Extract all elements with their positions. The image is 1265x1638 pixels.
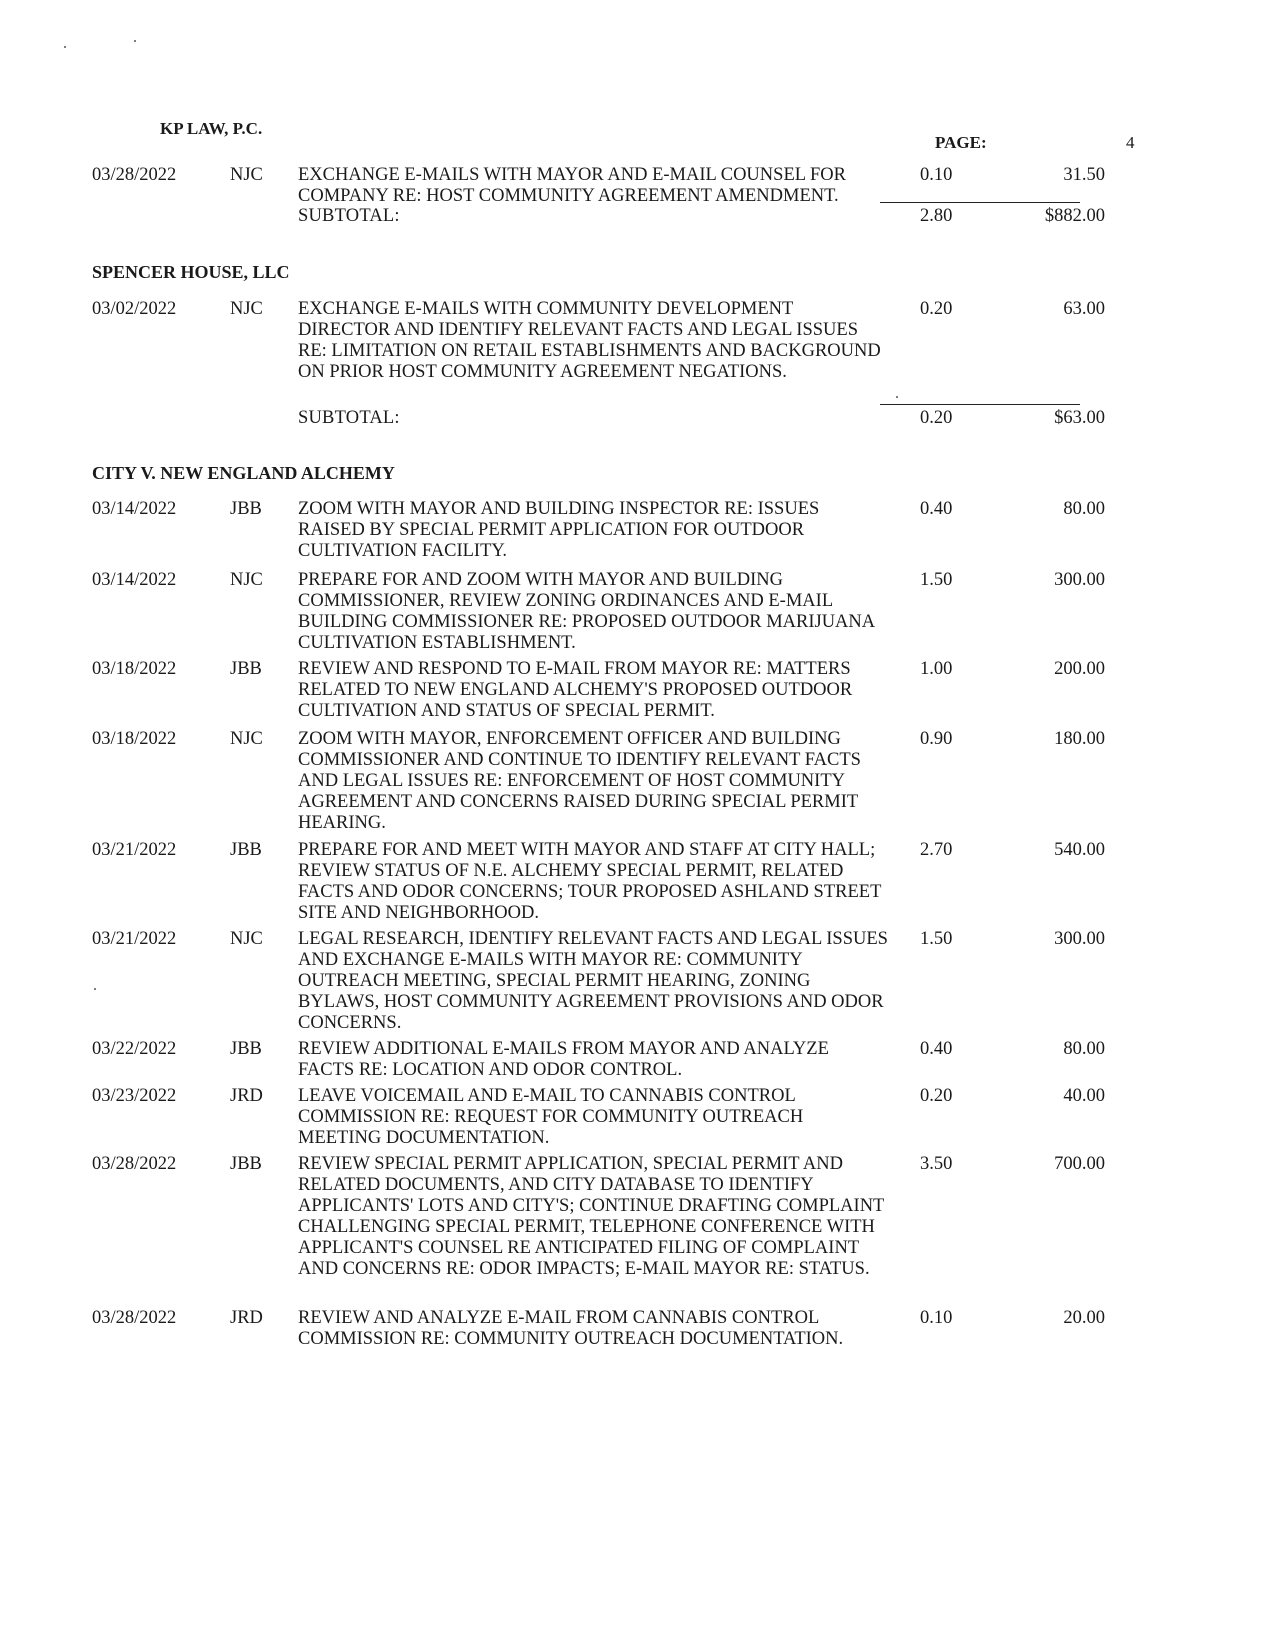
entry-date: 03/14/2022 [92,499,177,519]
entry-description: REVIEW ADDITIONAL E-MAILS FROM MAYOR AND ANALYZE FACTS RE: LOCATION AND ODOR CONTROL. [298,1039,829,1080]
entry-amount: 300.00 [1054,929,1105,949]
scan-speck [896,396,898,398]
entry-attorney: NJC [230,729,263,749]
entry-date: 03/23/2022 [92,1086,177,1106]
subtotal-rule [880,404,1080,405]
entry-date: 03/02/2022 [92,299,177,319]
entry-amount: 31.50 [1063,165,1105,185]
subtotal-hours: 0.20 [920,408,953,428]
entry-description: REVIEW AND ANALYZE E-MAIL FROM CANNABIS CONTROL COMMISSION RE: COMMUNITY OUTREACH DOCUMENTATION. [298,1308,844,1349]
entry-date: 03/14/2022 [92,570,177,590]
entry-date: 03/18/2022 [92,659,177,679]
entry-hours: 3.50 [920,1154,953,1174]
section-title: SPENCER HOUSE, LLC [92,262,290,282]
entry-description: ZOOM WITH MAYOR AND BUILDING INSPECTOR RE: ISSUES RAISED BY SPECIAL PERMIT APPLICATION FOR OUTDOOR CULTIVATION FACILITY. [298,499,820,561]
entry-hours: 1.00 [920,659,953,679]
entry-hours: 1.50 [920,929,953,949]
entry-amount: 80.00 [1063,1039,1105,1059]
entry-amount: 63.00 [1063,299,1105,319]
entry-attorney: JBB [230,1154,262,1174]
entry-hours: 0.20 [920,299,953,319]
scan-speck [134,40,136,42]
subtotal-amount: $882.00 [1044,206,1105,226]
entry-description: PREPARE FOR AND MEET WITH MAYOR AND STAFF AT CITY HALL; REVIEW STATUS OF N.E. ALCHEMY SPECIAL PERMIT, RELATED FACTS AND ODOR CONCERNS; TOUR PROPOSED ASHLAND STREET SITE AND NEIGHBORHOOD. [298,840,882,923]
subtotal-label: SUBTOTAL: [298,206,400,226]
entry-description: EXCHANGE E-MAILS WITH MAYOR AND E-MAIL COUNSEL FOR COMPANY RE: HOST COMMUNITY AGREEMENT AMENDMENT. [298,165,846,206]
firm-name: KP LAW, P.C. [160,119,263,138]
entry-hours: 0.40 [920,499,953,519]
entry-attorney: JBB [230,499,262,519]
entry-description: ZOOM WITH MAYOR, ENFORCEMENT OFFICER AND BUILDING COMMISSIONER AND CONTINUE TO IDENTIFY RELEVANT FACTS AND LEGAL ISSUES RE: ENFORCEMENT OF HOST COMMUNITY AGREEMENT AND CONCERNS RAISED DURING SPECIAL PERMIT HEARING. [298,729,861,833]
entry-date: 03/21/2022 [92,929,177,949]
scan-speck [94,988,96,990]
entry-amount: 540.00 [1054,840,1105,860]
entry-hours: 1.50 [920,570,953,590]
entry-description: LEGAL RESEARCH, IDENTIFY RELEVANT FACTS AND LEGAL ISSUES AND EXCHANGE E-MAILS WITH MAYOR RE: COMMUNITY OUTREACH MEETING, SPECIAL PERMIT HEARING, ZONING BYLAWS, HOST COMMUNITY AGREEMENT PROVISIONS AND ODOR CONCERNS. [298,929,888,1033]
entry-date: 03/28/2022 [92,1308,177,1328]
entry-description: REVIEW AND RESPOND TO E-MAIL FROM MAYOR RE: MATTERS RELATED TO NEW ENGLAND ALCHEMY'S PROPOSED OUTDOOR CULTIVATION AND STATUS OF SPECIAL PERMIT. [298,659,853,721]
entry-attorney: NJC [230,570,263,590]
entry-date: 03/18/2022 [92,729,177,749]
entry-attorney: JRD [230,1308,263,1328]
entry-amount: 80.00 [1063,499,1105,519]
entry-description: REVIEW SPECIAL PERMIT APPLICATION, SPECIAL PERMIT AND RELATED DOCUMENTS, AND CITY DATABASE TO IDENTIFY APPLICANTS' LOTS AND CITY'S; CONTINUE DRAFTING COMPLAINT CHALLENGING SPECIAL PERMIT, TELEPHONE CONFERENCE WITH APPLICANT'S COUNSEL RE ANTICIPATED FILING OF COMPLAINT AND CONCERNS RE: ODOR IMPACTS; E-MAIL MAYOR RE: STATUS. [298,1154,885,1279]
entry-attorney: JBB [230,840,262,860]
entry-amount: 40.00 [1063,1086,1105,1106]
entry-date: 03/22/2022 [92,1039,177,1059]
entry-attorney: JBB [230,659,262,679]
entry-amount: 200.00 [1054,659,1105,679]
entry-attorney: JRD [230,1086,263,1106]
entry-hours: 0.90 [920,729,953,749]
entry-description: PREPARE FOR AND ZOOM WITH MAYOR AND BUILDING COMMISSIONER, REVIEW ZONING ORDINANCES AND E-MAIL BUILDING COMMISSIONER RE: PROPOSED OUTDOOR MARIJUANA CULTIVATION ESTABLISHMENT. [298,570,875,653]
subtotal-rule [880,202,1080,203]
entry-hours: 0.10 [920,1308,953,1328]
page-number: 4 [1126,133,1135,152]
entry-attorney: NJC [230,299,263,319]
entry-description: LEAVE VOICEMAIL AND E-MAIL TO CANNABIS CONTROL COMMISSION RE: REQUEST FOR COMMUNITY OUTREACH MEETING DOCUMENTATION. [298,1086,804,1148]
entry-hours: 0.10 [920,165,953,185]
subtotal-amount: $63.00 [1054,408,1105,428]
entry-attorney: NJC [230,165,263,185]
entry-date: 03/28/2022 [92,165,177,185]
entry-hours: 0.40 [920,1039,953,1059]
entry-amount: 700.00 [1054,1154,1105,1174]
entry-hours: 0.20 [920,1086,953,1106]
subtotal-label: SUBTOTAL: [298,408,400,428]
entry-amount: 180.00 [1054,729,1105,749]
page-label: PAGE: [935,133,987,152]
section-title: CITY V. NEW ENGLAND ALCHEMY [92,463,395,483]
entry-description: EXCHANGE E-MAILS WITH COMMUNITY DEVELOPMENT DIRECTOR AND IDENTIFY RELEVANT FACTS AND LEGAL ISSUES RE: LIMITATION ON RETAIL ESTABLISHMENTS AND BACKGROUND ON PRIOR HOST COMMUNITY AGREEMENT NEGATIONS. [298,299,881,382]
entry-date: 03/21/2022 [92,840,177,860]
entry-amount: 300.00 [1054,570,1105,590]
scan-speck [64,46,66,48]
subtotal-hours: 2.80 [920,206,953,226]
entry-hours: 2.70 [920,840,953,860]
entry-attorney: JBB [230,1039,262,1059]
entry-date: 03/28/2022 [92,1154,177,1174]
entry-amount: 20.00 [1063,1308,1105,1328]
entry-attorney: NJC [230,929,263,949]
